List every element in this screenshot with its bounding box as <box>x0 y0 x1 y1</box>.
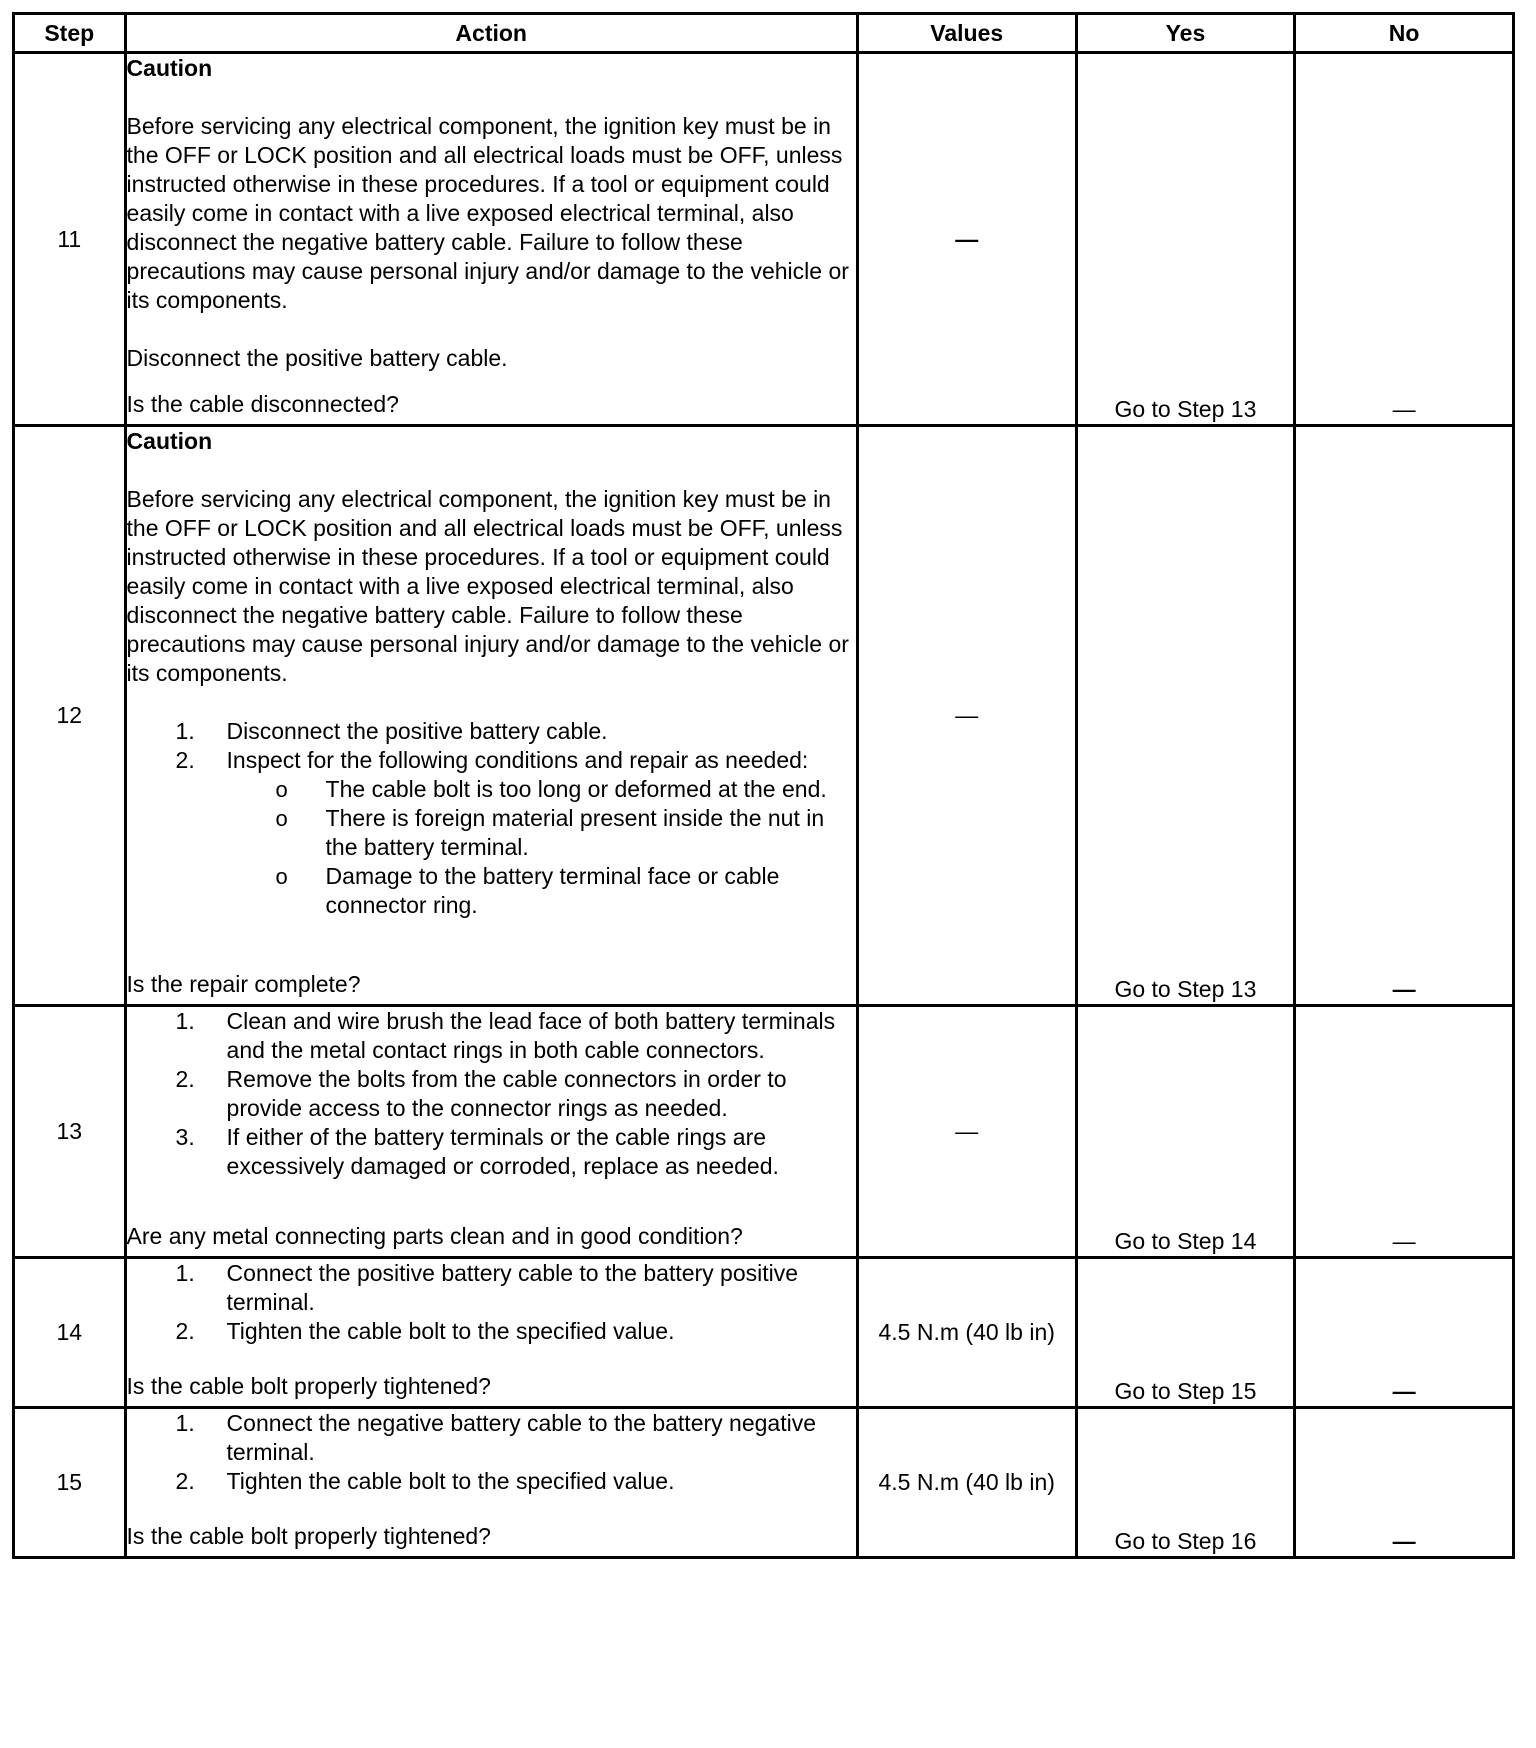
values-cell: 4.5 N.m (40 lb in) <box>857 1408 1076 1558</box>
header-values: Values <box>857 14 1076 53</box>
action-steps <box>127 1409 856 1496</box>
list-item: 1. Connect the negative battery cable to the battery negative terminal. <box>175 1410 816 1465</box>
step-number: 15 <box>14 1408 126 1558</box>
table-row-step-12 <box>14 426 1514 1006</box>
diagnostic-table <box>12 12 1515 1559</box>
header-step: Step <box>14 14 126 53</box>
bullet-icon: o <box>275 864 288 889</box>
list-item: 2. Inspect for the following conditions and repair as needed: o The cable bolt is too long or deformed at the end. o There is foreign material present inside the nut in the battery terminal. o Damage to the battery terminal face or cable connector ring. <box>127 746 856 920</box>
list-item: 2. Tighten the cable bolt to the specified value. <box>175 1318 675 1344</box>
table-row-step-15 <box>14 1408 1514 1558</box>
list-item: 1. Disconnect the positive battery cable. <box>175 718 608 744</box>
values-cell: — <box>857 1006 1076 1258</box>
caution-text: Before servicing any electrical component, the ignition key must be in the OFF or LOCK position and all electrical loads must be OFF, unless instructed otherwise in these procedures. If a tool or equipment could easily come in contact with a live exposed electrical terminal, also disconnect the negative battery cable. Failure to follow these precautions may cause personal injury and/or damage to the vehicle or its components. <box>126 113 849 313</box>
table-row-step-11 <box>14 53 1514 426</box>
step-number: 13 <box>14 1006 126 1258</box>
header-no: No <box>1295 14 1514 53</box>
list-item: 2. Tighten the cable bolt to the specified value. <box>175 1468 675 1494</box>
condition-list <box>227 775 856 920</box>
header-yes: Yes <box>1076 14 1295 53</box>
list-item: 1. Connect the positive battery cable to the battery positive terminal. <box>175 1260 799 1315</box>
values-cell: — <box>857 53 1076 426</box>
action-steps <box>127 1007 856 1181</box>
question-text: Is the cable disconnected? <box>126 391 399 417</box>
table-row-step-14 <box>14 1258 1514 1408</box>
question-text: Is the repair complete? <box>126 971 361 997</box>
no-cell: — <box>1295 426 1514 1006</box>
table-row-step-13 <box>14 1006 1514 1258</box>
bullet-icon: o <box>275 777 288 802</box>
header-row <box>14 14 1514 53</box>
instruction-text: Disconnect the positive battery cable. <box>126 345 508 371</box>
yes-link[interactable]: Go to Step 14 <box>1076 1006 1295 1258</box>
action-steps <box>127 717 856 920</box>
header-action: Action <box>125 14 857 53</box>
no-cell: — <box>1295 1408 1514 1558</box>
no-cell: — <box>1295 1006 1514 1258</box>
action-cell <box>125 1006 857 1258</box>
action-cell <box>125 426 857 1006</box>
condition-item: o Damage to the battery terminal face or cable connector ring. <box>275 863 780 918</box>
yes-link[interactable]: Go to Step 13 <box>1076 426 1295 1006</box>
action-steps <box>127 1259 856 1346</box>
list-item: 1. Clean and wire brush the lead face of both battery terminals and the metal contact rings in both cable connectors. <box>175 1008 836 1063</box>
step-number: 12 <box>14 426 126 1006</box>
action-cell <box>125 53 857 426</box>
action-cell <box>125 1258 857 1408</box>
no-cell: — <box>1295 53 1514 426</box>
caution-title: Caution <box>126 428 213 454</box>
no-cell: — <box>1295 1258 1514 1408</box>
question-text: Is the cable bolt properly tightened? <box>126 1523 491 1549</box>
condition-item: o The cable bolt is too long or deformed at the end. <box>275 776 827 802</box>
caution-text: Before servicing any electrical component, the ignition key must be in the OFF or LOCK position and all electrical loads must be OFF, unless instructed otherwise in these procedures. If a tool or equipment could easily come in contact with a live exposed electrical terminal, also disconnect the negative battery cable. Failure to follow these precautions may cause personal injury and/or damage to the vehicle or its components. <box>126 486 849 686</box>
action-cell <box>125 1408 857 1558</box>
question-text: Are any metal connecting parts clean and in good condition? <box>126 1223 743 1249</box>
bullet-icon: o <box>275 806 288 831</box>
values-cell: — <box>857 426 1076 1006</box>
yes-link[interactable]: Go to Step 13 <box>1076 53 1295 426</box>
values-cell: 4.5 N.m (40 lb in) <box>857 1258 1076 1408</box>
step-number: 11 <box>14 53 126 426</box>
question-text: Is the cable bolt properly tightened? <box>126 1373 491 1399</box>
yes-link[interactable]: Go to Step 16 <box>1076 1408 1295 1558</box>
condition-item: o There is foreign material present inside the nut in the battery terminal. <box>275 805 825 860</box>
yes-link[interactable]: Go to Step 15 <box>1076 1258 1295 1408</box>
caution-title: Caution <box>126 55 213 81</box>
list-item: 2. Remove the bolts from the cable connectors in order to provide access to the connector rings as needed. <box>175 1066 787 1121</box>
list-item: 3. If either of the battery terminals or the cable rings are excessively damaged or corroded, replace as needed. <box>175 1124 779 1179</box>
step-number: 14 <box>14 1258 126 1408</box>
